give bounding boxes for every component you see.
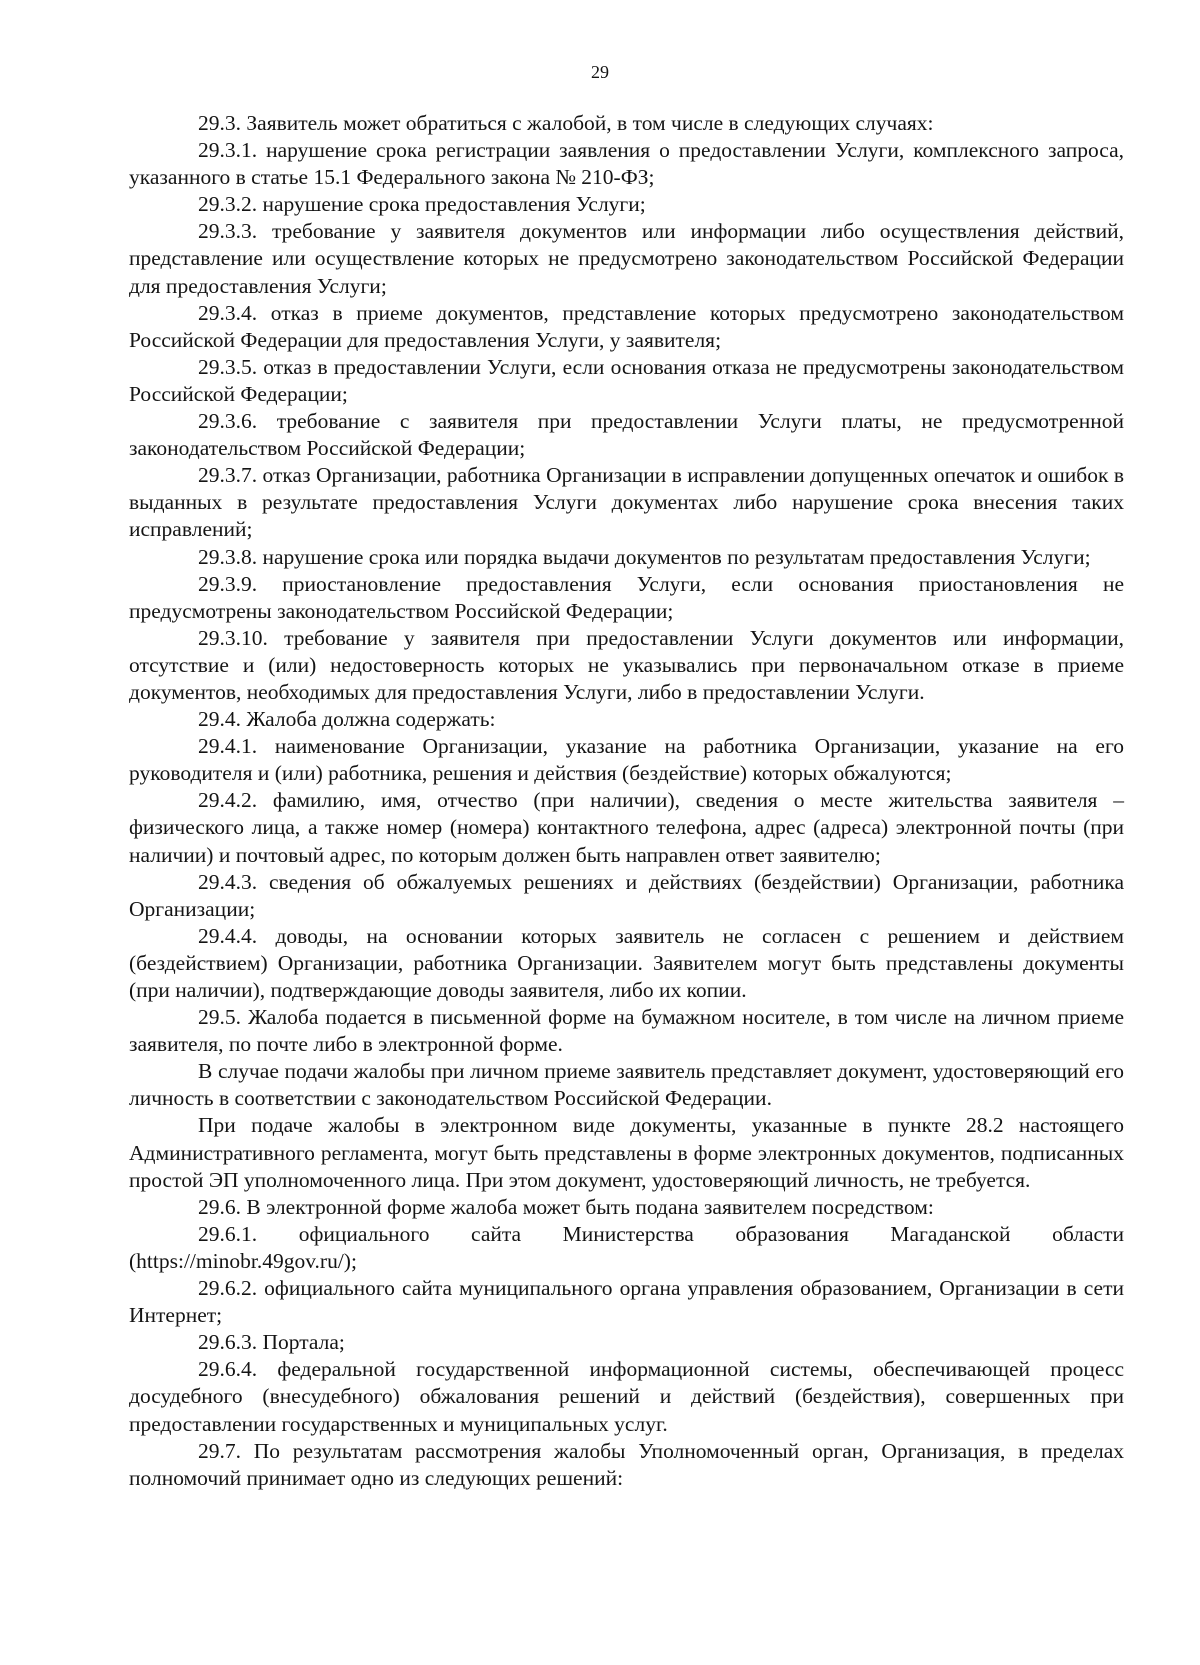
paragraph-29-3-9: 29.3.9. приостановление предоставления Услуги, если основания приостановления не предусмотрены законодательством Российской Федерации; bbox=[129, 571, 1124, 623]
paragraph-29-3-2: 29.3.2. нарушение срока предоставления Услуги; bbox=[198, 192, 646, 217]
paragraph-29-4-4: 29.4.4. доводы, на основании которых заявитель не согласен с решением и действием (бездействием) Организации, работника Организации. Заявителем могут быть представлены документы (при наличии), подтверждающие доводы заявителя, либо их копии. bbox=[129, 923, 1124, 1002]
paragraph-29-3: 29.3. Заявитель может обратиться с жалобой, в том числе в следующих случаях: bbox=[198, 111, 934, 135]
paragraph-29-4-1: 29.4.1. наименование Организации, указание на работника Организации, указание на его руководителя и (или) работника, решения и действия (бездействие) которых обжалуются; bbox=[129, 734, 1124, 786]
paragraph-29-4: 29.4. Жалоба должна содержать: bbox=[198, 707, 496, 732]
paragraph-29-3-5: 29.3.5. отказ в предоставлении Услуги, если основания отказа не предусмотрены законодательством Российской Федерации; bbox=[129, 354, 1124, 406]
paragraph-29-3-6: 29.3.6. требование с заявителя при предоставлении Услуги платы, не предусмотренной законодательством Российской Федерации; bbox=[129, 409, 1124, 461]
paragraph-29-5: 29.5. Жалоба подается в письменной форме на бумажном носителе, в том числе на личном приеме заявителя, по почте либо в электронной форме. bbox=[129, 1005, 1124, 1057]
paragraph-29-4-3: 29.4.3. сведения об обжалуемых решениях и действиях (бездействии) Организации, работника Организации; bbox=[129, 869, 1124, 921]
paragraph-electronic-submission: При подаче жалобы в электронном виде документы, указанные в пункте 28.2 настоящего Административного регламента, могут быть представлены в форме электронных документов, подписанных простой ЭП уполномоченного лица. При этом документ, удостоверяющий личность, не требуется. bbox=[129, 1113, 1124, 1192]
paragraph-29-3-8: 29.3.8. нарушение срока или порядка выдачи документов по результатам предоставления Услуги; bbox=[198, 544, 1091, 569]
paragraph-29-6: 29.6. В электронной форме жалоба может быть подана заявителем посредством: bbox=[198, 1194, 934, 1219]
paragraph-29-3-7: 29.3.7. отказ Организации, работника Организации в исправлении допущенных опечаток и ошибок в выданных в результате предоставления Услуги документах либо нарушение срока внесения таких исправлений; bbox=[129, 463, 1124, 542]
paragraph-29-4-2: 29.4.2. фамилию, имя, отчество (при наличии), сведения о месте жительства заявителя – физического лица, а также номер (номера) контактного телефона, адрес (адреса) электронной почты (при наличии) и почтовый адрес, по которым должен быть направлен ответ заявителю; bbox=[129, 788, 1124, 867]
paragraph-29-6-3: 29.6.3. Портала; bbox=[198, 1330, 345, 1355]
paragraph-29-3-4: 29.3.4. отказ в приеме документов, представление которых предусмотрено законодательством Российской Федерации для предоставления Услуги, у заявителя; bbox=[129, 300, 1124, 352]
paragraph-29-3-3: 29.3.3. требование у заявителя документов или информации либо осуществления действий, представление или осуществление которых не предусмотрено законодательством Российской Федерации для предоставления Услуги; bbox=[129, 219, 1124, 298]
paragraph-29-6-2: 29.6.2. официального сайта муниципального органа управления образованием, Организации в сети Интернет; bbox=[129, 1276, 1124, 1328]
paragraph-29-6-4: 29.6.4. федеральной государственной информационной системы, обеспечивающей процесс досудебного (внесудебного) обжалования решений и действий (бездействия), совершенных при предоставлении государственных и муниципальных услуг. bbox=[129, 1357, 1124, 1436]
document-body bbox=[129, 110, 1124, 1492]
paragraph-29-3-10: 29.3.10. требование у заявителя при предоставлении Услуги документов или информации, отсутствие и (или) недостоверность которых не указывались при первоначальном отказе в приеме документов, необходимых для предоставления Услуги, либо в предоставлении Услуги. bbox=[129, 625, 1124, 704]
paragraph-29-7: 29.7. По результатам рассмотрения жалобы Уполномоченный орган, Организация, в пределах полномочий принимает одно из следующих решений: bbox=[129, 1438, 1124, 1490]
paragraph-29-3-1: 29.3.1. нарушение срока регистрации заявления о предоставлении Услуги, комплексного запроса, указанного в статье 15.1 Федерального закона № 210-ФЗ; bbox=[129, 138, 1124, 190]
page-number: 29 bbox=[591, 62, 609, 82]
paragraph-personal-reception: В случае подачи жалобы при личном приеме заявитель представляет документ, удостоверяющий его личность в соответствии с законодательством Российской Федерации. bbox=[129, 1059, 1124, 1111]
paragraph-29-6-1: 29.6.1. официального сайта Министерства образования Магаданской области (https://minobr.49gov.ru/); bbox=[129, 1221, 1124, 1273]
